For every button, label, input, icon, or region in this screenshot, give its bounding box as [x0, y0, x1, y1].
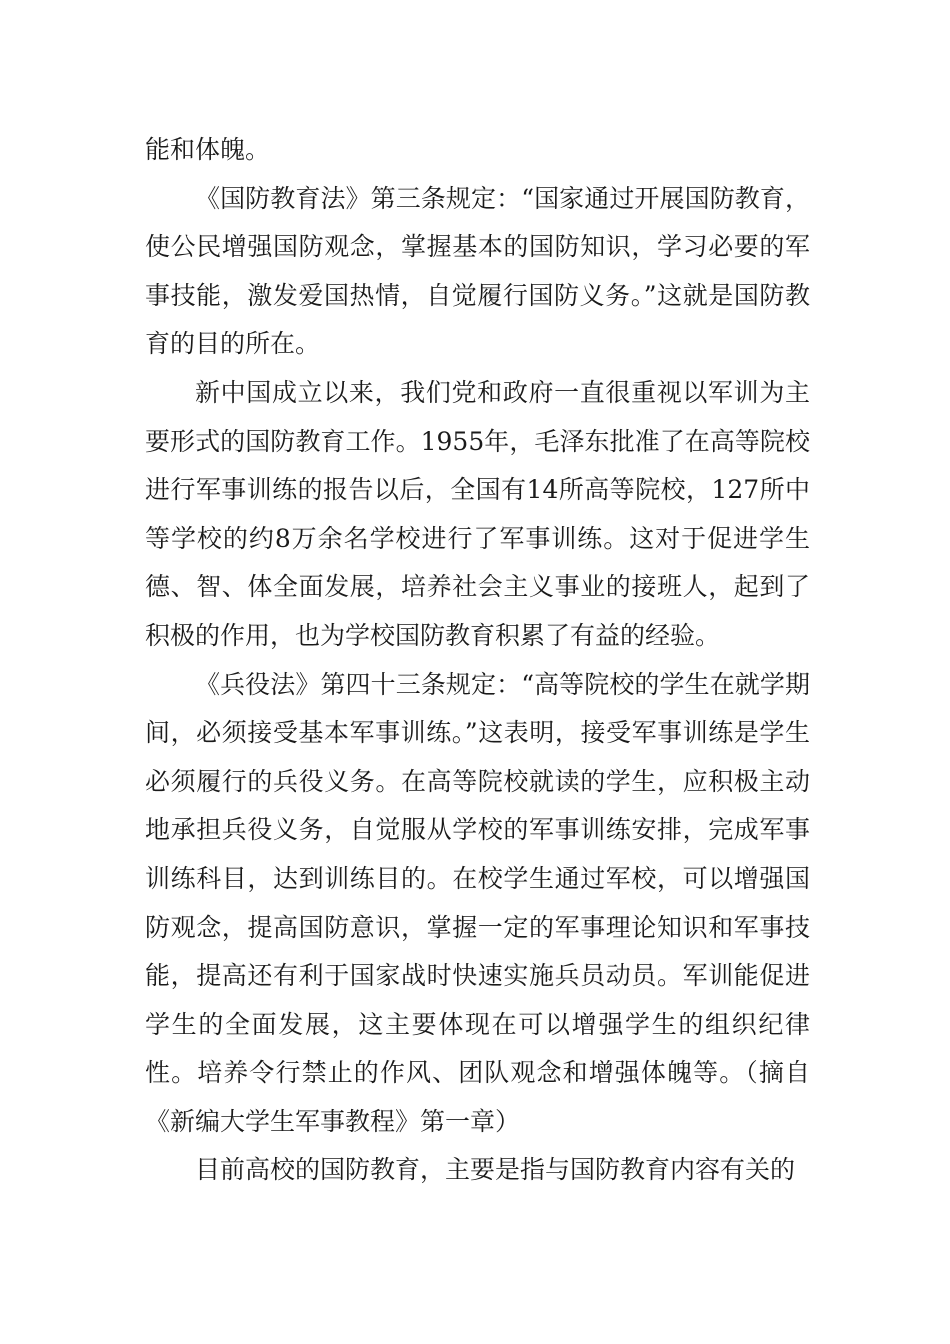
paragraph-military-service-law: 《兵役法》第四十三条规定：“高等院校的学生在就学期间，必须接受基本军事训练。”这表明，接受军事训练是学生必须履行的兵役义务。在高等院校就读的学生，应积极主动地承担兵役义务，自觉服从学校的军事训练安排，完成军事训练科目，达到训练目的。在校学生通过军校，可以增强国防观念，提高国防意识，掌握一定的军事理论知识和军事技能，提高还有利于国家战时快速实施兵员动员。军训能促进学生的全面发展，这主要体现在可以增强学生的组织纪律性。培养令行禁止的作风、团队观念和增强体魄等。（摘自《新编大学生军事教程》第一章） [145, 669, 810, 1136]
paragraph-current-university-education: 目前高校的国防教育，主要是指与国防教育内容有关的 [195, 1155, 796, 1185]
paragraph-continuation: 能和体魄。 [145, 135, 271, 164]
paragraph-history-of-military-training: 新中国成立以来，我们党和政府一直很重视以军训为主要形式的国防教育工作。1955年，毛泽东批准了在高等院校进行军事训练的报告以后，全国有14所高等院校，127所中等学校的约8万余名学校进行了军事训练。这对于促进学生德、智、体全面发展，培养社会主义事业的接班人，起到了积极的作用，也为学校国防教育积累了有益的经验。 [145, 377, 810, 650]
paragraph-national-defense-education-law: 《国防教育法》第三条规定：“国家通过开展国防教育，使公民增强国防观念，掌握基本的国防知识，学习必要的军事技能，激发爱国热情，自觉履行国防义务。”这就是国防教育的目的所在。 [145, 183, 810, 359]
document-body [145, 126, 810, 1195]
